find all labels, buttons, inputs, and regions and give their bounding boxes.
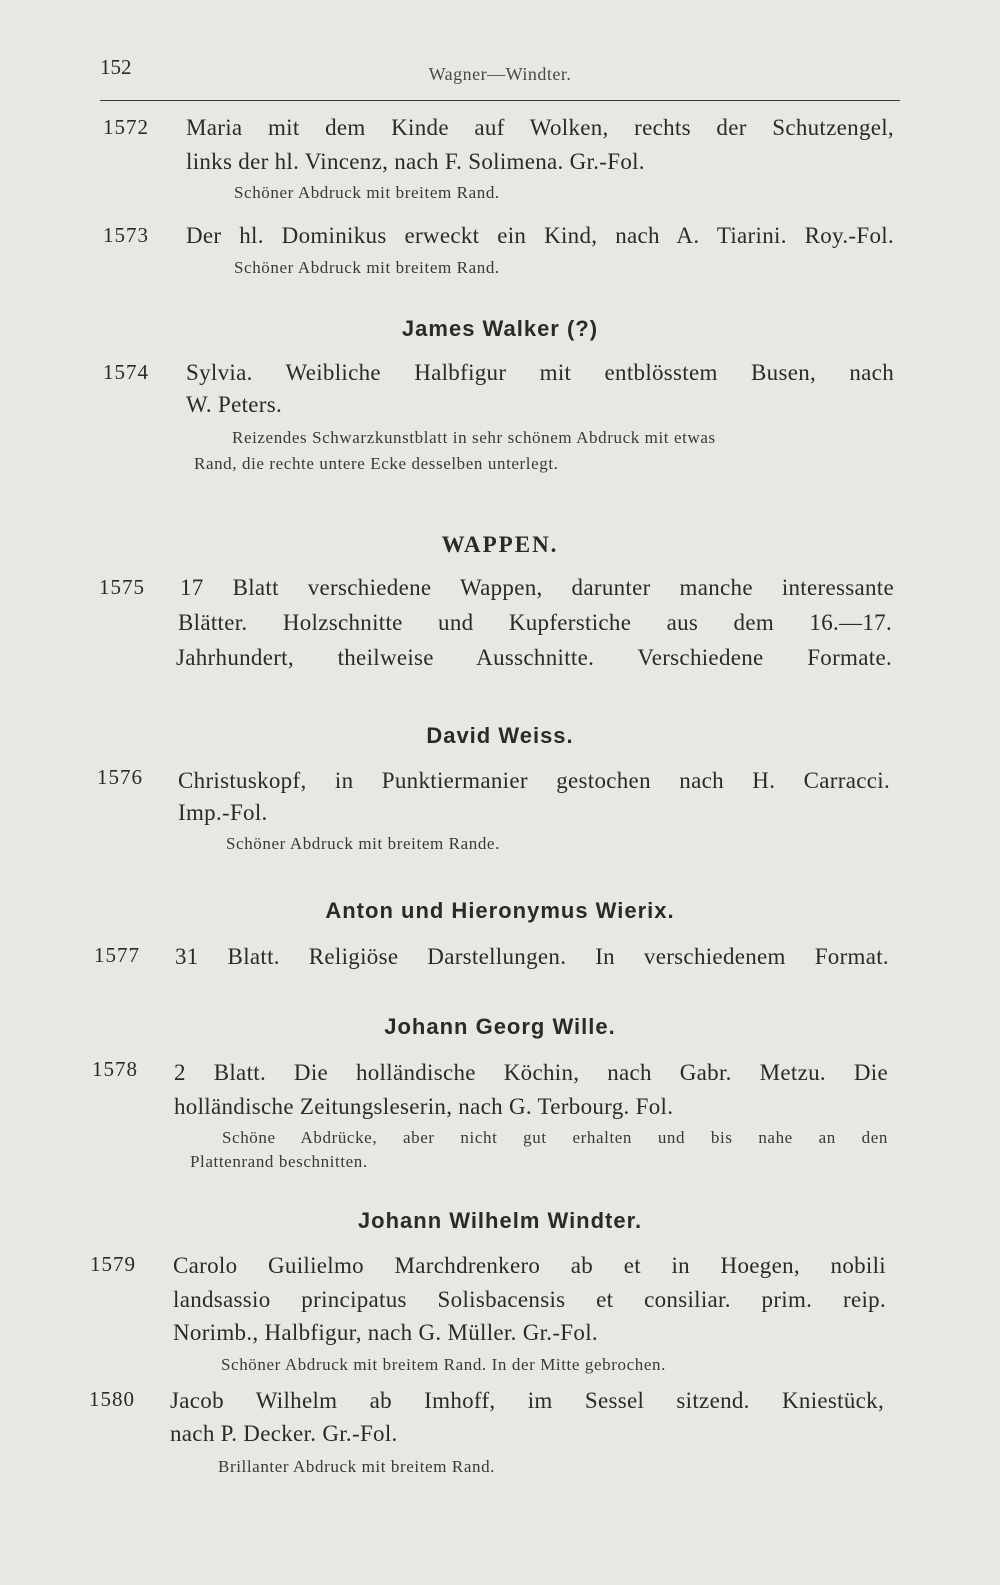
entry-line: 2 Blatt. Die holländische Köchin, nach Gabr. Metzu. Die <box>174 1060 888 1085</box>
section-heading: James Walker (?) <box>401 316 599 341</box>
entry-note: Schöner Abdruck mit breitem Rand. In der Mitte gebrochen. <box>221 1355 666 1374</box>
lot-number: 1574 <box>103 360 149 384</box>
lot-number: 1577 <box>94 943 140 967</box>
entry-line: nach P. Decker. Gr.-Fol. <box>170 1421 398 1446</box>
entry-line: W. Peters. <box>186 392 283 417</box>
lot-number: 1579 <box>90 1252 136 1276</box>
entry-line: Maria mit dem Kinde auf Wolken, rechts der Schutzengel, <box>186 115 894 140</box>
lot-number: 1572 <box>103 115 149 139</box>
entry-note: Brillanter Abdruck mit breitem Rand. <box>218 1457 496 1476</box>
entry-line: 31 Blatt. Religiöse Darstellungen. In verschiedenem Format. <box>175 944 889 969</box>
lot-number: 1575 <box>99 575 145 599</box>
section-heading: Johann Wilhelm Windter. <box>357 1208 643 1233</box>
entry-note: Schöne Abdrücke, aber nicht gut erhalten und bis nahe an den <box>222 1128 888 1147</box>
section-heading: David Weiss. <box>426 723 574 748</box>
entry-note: Plattenrand beschnitten. <box>190 1152 368 1171</box>
entry-note: Rand, die rechte untere Ecke desselben unterlegt. <box>194 454 559 473</box>
entry-line: Carolo Guilielmo Marchdrenkero ab et in Hoegen, nobili <box>173 1253 886 1278</box>
running-title: Wagner—Windter. <box>428 64 572 84</box>
entry-note: Reizendes Schwarzkunstblatt in sehr schönem Abdruck mit etwas <box>232 428 716 447</box>
entry-note: Schöner Abdruck mit breitem Rand. <box>234 258 500 277</box>
lot-number: 1576 <box>97 765 143 789</box>
entry-line: Der hl. Dominikus erweckt ein Kind, nach A. Tiarini. Roy.-Fol. <box>186 223 894 248</box>
entry-line: Jacob Wilhelm ab Imhoff, im Sessel sitzend. Kniestück, <box>170 1388 884 1413</box>
entry-line: Blätter. Holzschnitte und Kupferstiche aus dem 16.—17. <box>178 610 892 635</box>
section-heading: WAPPEN. <box>441 532 559 557</box>
entry-line: Imp.-Fol. <box>178 800 268 825</box>
section-heading: Anton und Hieronymus Wierix. <box>325 898 675 923</box>
entry-line: 17 Blatt verschiedene Wappen, darunter manche interessante <box>180 575 894 600</box>
entry-line: links der hl. Vincenz, nach F. Solimena. Gr.-Fol. <box>186 149 645 174</box>
lot-number: 1573 <box>103 223 149 247</box>
section-heading: Johann Georg Wille. <box>384 1014 616 1039</box>
entry-line: Jahrhundert, theilweise Ausschnitte. Verschiedene Formate. <box>176 645 892 670</box>
running-header <box>100 52 900 101</box>
entry-line: Norimb., Halbfigur, nach G. Müller. Gr.-Fol. <box>173 1320 598 1345</box>
entry-line: Christuskopf, in Punktiermanier gestochen nach H. Carracci. <box>178 768 890 793</box>
lot-number: 1578 <box>92 1057 138 1081</box>
entry-line: holländische Zeitungsleserin, nach G. Terbourg. Fol. <box>174 1094 674 1119</box>
entry-line: Sylvia. Weibliche Halbfigur mit entblösstem Busen, nach <box>186 360 894 385</box>
entry-note: Schöner Abdruck mit breitem Rand. <box>234 183 500 202</box>
lot-number: 1580 <box>89 1387 135 1411</box>
entry-note: Schöner Abdruck mit breitem Rande. <box>226 834 500 853</box>
page-number: 152 <box>100 55 132 79</box>
entry-line: landsassio principatus Solisbacensis et consiliar. prim. reip. <box>173 1287 886 1312</box>
